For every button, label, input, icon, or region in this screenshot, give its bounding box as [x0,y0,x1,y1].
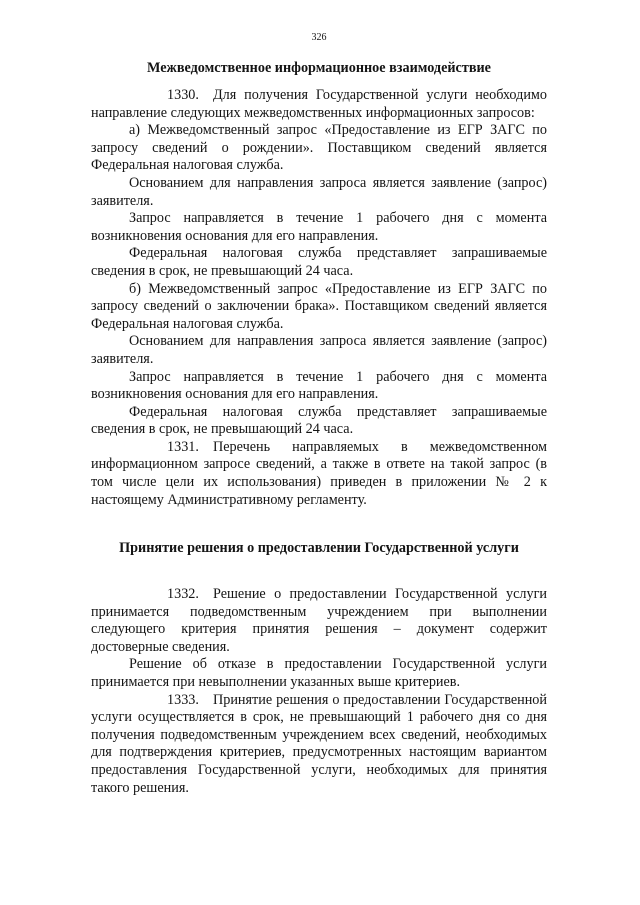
paragraph [91,87,547,122]
clause-number: 1331. [167,438,199,455]
paragraph [91,245,547,280]
paragraph [91,333,547,368]
section-heading: Принятие решения о предоставлении Государственной услуги [119,540,519,556]
paragraph-text: б) Межведомственный запрос «Предоставление из ЕГР ЗАГС по запросу сведений о заключении брака». Поставщиком сведений является Федеральная налоговая служба. [91,280,547,332]
clause-number: 1332. [167,586,199,602]
paragraph [91,175,547,210]
section-heading: Межведомственное информационное взаимодействие [147,60,491,76]
paragraph [91,439,547,509]
paragraph-text: Принятие решения о предоставлении Государственной услуги осуществляется в срок, не превышающий 1 рабочего дня со дня получения подведомственным учреждением всех сведений, необходимых для подтверждения критериев, предусмотренных настоящим вариантом предоставления Государственной услуги, необходимых для принятия такого решения. [91,691,547,796]
paragraph [91,586,547,656]
paragraph [91,369,547,404]
paragraph [91,692,547,798]
paragraph-text: Перечень направляемых в межведомственном информационном запросе сведений, а также в ответе на такой запрос (в том числе цели их использования) приведен в приложении № 2 к настоящему Административному регламенту. [91,438,547,508]
paragraph-text: Основанием для направления запроса является заявление (запрос) заявителя. [91,174,547,209]
paragraph-text: Основанием для направления запроса является заявление (запрос) заявителя. [91,333,547,367]
section-body [91,586,547,797]
paragraph-text: Решение об отказе в предоставлении Государственной услуги принимается при невыполнении указанных выше критериев. [91,656,547,690]
paragraph-text: Запрос направляется в течение 1 рабочего дня с момента возникновения основания для его направления. [91,368,547,403]
paragraph [91,122,547,175]
paragraph-text: Решение о предоставлении Государственной услуги принимается подведомственным учреждением при выполнении следующего критерия принятия решения – документ содержит достоверные сведения. [91,586,547,655]
paragraph-text: Для получения Государственной услуги необходимо направление следующих межведомственных информационных запросов: [91,87,547,121]
paragraph-text: а) Межведомственный запрос «Предоставление из ЕГР ЗАГС по запросу сведений о рождении». Поставщиком сведений является Федеральная налоговая служба. [91,122,547,174]
paragraph-text: Федеральная налоговая служба представляет запрашиваемые сведения в срок, не превышающий 24 часа. [91,403,547,438]
paragraph [91,656,547,691]
paragraph [91,210,547,245]
paragraph [91,281,547,334]
paragraph-text: Запрос направляется в течение 1 рабочего дня с момента возникновения основания для его направления. [91,210,547,244]
clause-number: 1330. [167,87,199,103]
page-number: 326 [311,32,327,43]
section-body [91,87,547,509]
clause-number: 1333. [167,691,199,708]
paragraph [91,404,547,439]
paragraph-text: Федеральная налоговая служба представляет запрашиваемые сведения в срок, не превышающий 24 часа. [91,245,547,279]
